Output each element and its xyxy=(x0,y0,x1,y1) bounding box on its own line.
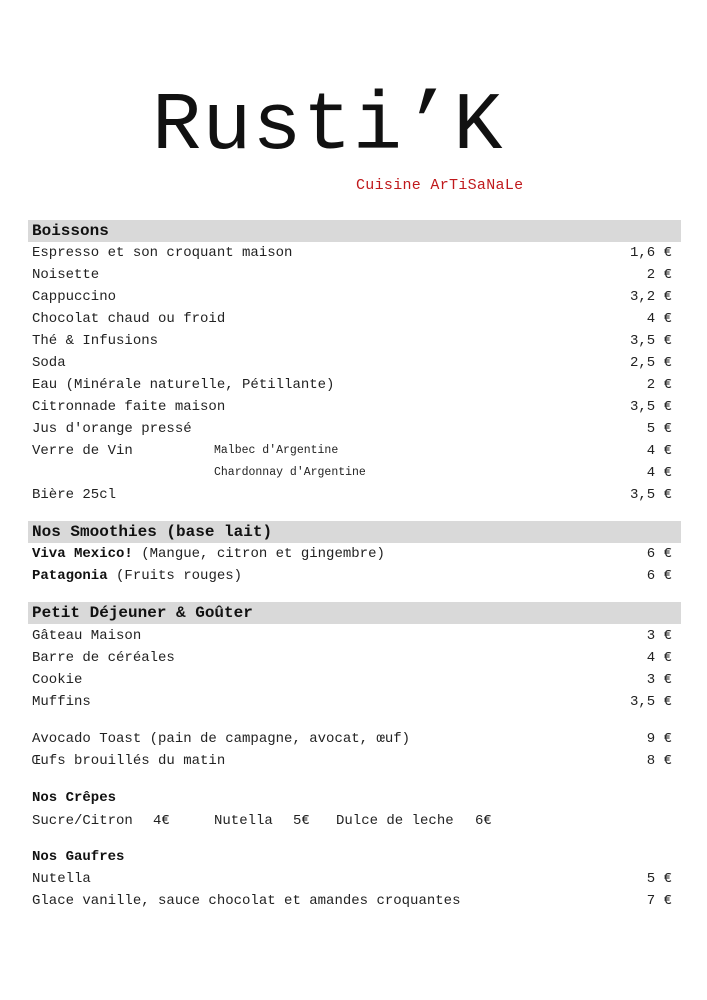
menu-item xyxy=(32,691,672,713)
item-name xyxy=(32,565,242,587)
item-price: 5 € xyxy=(646,421,672,437)
menu-item xyxy=(32,625,672,647)
item-price: 3,5 € xyxy=(629,399,672,415)
item-price: 9 € xyxy=(646,731,672,747)
item-price: 8 € xyxy=(646,753,672,769)
menu-item xyxy=(32,543,672,565)
item-name: Glace vanille, sauce chocolat et amandes croquantes xyxy=(32,893,461,909)
item-variant: Malbec d'Argentine xyxy=(214,444,339,457)
crepe-name: Nutella xyxy=(214,813,273,829)
item-name: Thé & Infusions xyxy=(32,333,159,349)
item-price: 4 € xyxy=(646,443,672,459)
menu-item xyxy=(32,484,672,506)
item-name: Nutella xyxy=(32,871,91,887)
item-price: 6 € xyxy=(646,546,672,562)
section-header-boissons xyxy=(28,220,681,242)
menu-item xyxy=(32,462,672,484)
item-name: Citronnade faite maison xyxy=(32,399,226,415)
item-name: Verre de Vin xyxy=(32,443,133,459)
item-name xyxy=(32,543,385,565)
item-name-bold: Viva Mexico! xyxy=(32,546,133,562)
item-name: Bière 25cl xyxy=(32,487,117,503)
menu-item xyxy=(32,352,672,374)
item-price: 2 € xyxy=(646,377,672,393)
item-price: 4 € xyxy=(646,465,672,481)
restaurant-subtitle: Cuisine ArTiSaNaLe xyxy=(356,177,524,194)
section-title: Boissons xyxy=(32,222,109,240)
item-name: Soda xyxy=(32,355,66,371)
menu-item xyxy=(32,396,672,418)
item-price: 3,5 € xyxy=(629,694,672,710)
menu-item xyxy=(32,728,672,750)
menu-item xyxy=(32,308,672,330)
crepe-price: 6€ xyxy=(475,813,492,829)
item-price: 6 € xyxy=(646,568,672,584)
menu-item xyxy=(32,669,672,691)
item-price: 1,6 € xyxy=(629,245,672,261)
menu-item xyxy=(32,418,672,440)
item-price: 3,5 € xyxy=(629,487,672,503)
restaurant-title: Rusti’K xyxy=(152,80,504,173)
item-price: 3 € xyxy=(646,672,672,688)
item-name: Eau (Minérale naturelle, Pétillante) xyxy=(32,377,335,393)
gaufres-heading: Nos Gaufres xyxy=(32,849,125,865)
menu-item xyxy=(32,750,672,772)
menu-item xyxy=(32,890,672,912)
item-price: 2 € xyxy=(646,267,672,283)
item-price: 7 € xyxy=(646,893,672,909)
menu-item xyxy=(32,286,672,308)
item-name: Jus d'orange pressé xyxy=(32,421,192,437)
menu-item xyxy=(32,440,672,462)
section-header-petit-dejeuner xyxy=(28,602,681,624)
menu-item xyxy=(32,565,672,587)
crepes-row xyxy=(32,810,632,832)
crepe-price: 4€ xyxy=(153,813,170,829)
menu-item xyxy=(32,868,672,890)
item-price: 3,2 € xyxy=(629,289,672,305)
menu-item xyxy=(32,330,672,352)
item-name: Cookie xyxy=(32,672,83,688)
item-name: Noisette xyxy=(32,267,100,283)
crepes-heading: Nos Crêpes xyxy=(32,790,117,806)
item-price: 3 € xyxy=(646,628,672,644)
menu-item xyxy=(32,374,672,396)
section-title: Nos Smoothies (base lait) xyxy=(32,523,273,541)
menu-item xyxy=(32,647,672,669)
item-price: 5 € xyxy=(646,871,672,887)
section-header-smoothies xyxy=(28,521,681,543)
item-name: Espresso et son croquant maison xyxy=(32,245,293,261)
item-name: Cappuccino xyxy=(32,289,117,305)
item-price: 3,5 € xyxy=(629,333,672,349)
item-price: 2,5 € xyxy=(629,355,672,371)
item-name: Muffins xyxy=(32,694,91,710)
item-name: Avocado Toast (pain de campagne, avocat, œuf) xyxy=(32,731,411,747)
menu-item xyxy=(32,264,672,286)
item-description: (Fruits rouges) xyxy=(107,568,243,584)
item-name: Œufs brouillés du matin xyxy=(32,753,226,769)
item-name: Chocolat chaud ou froid xyxy=(32,311,226,327)
item-name: Barre de céréales xyxy=(32,650,175,666)
crepe-name: Sucre/Citron xyxy=(32,813,133,829)
item-name-bold: Patagonia xyxy=(32,568,108,584)
item-name: Gâteau Maison xyxy=(32,628,142,644)
crepe-name: Dulce de leche xyxy=(336,813,454,829)
item-price: 4 € xyxy=(646,311,672,327)
item-price: 4 € xyxy=(646,650,672,666)
item-description: (Mangue, citron et gingembre) xyxy=(132,546,385,562)
section-title: Petit Déjeuner & Goûter xyxy=(32,604,253,622)
menu-item xyxy=(32,242,672,264)
item-variant: Chardonnay d'Argentine xyxy=(214,466,366,479)
crepe-price: 5€ xyxy=(293,813,310,829)
